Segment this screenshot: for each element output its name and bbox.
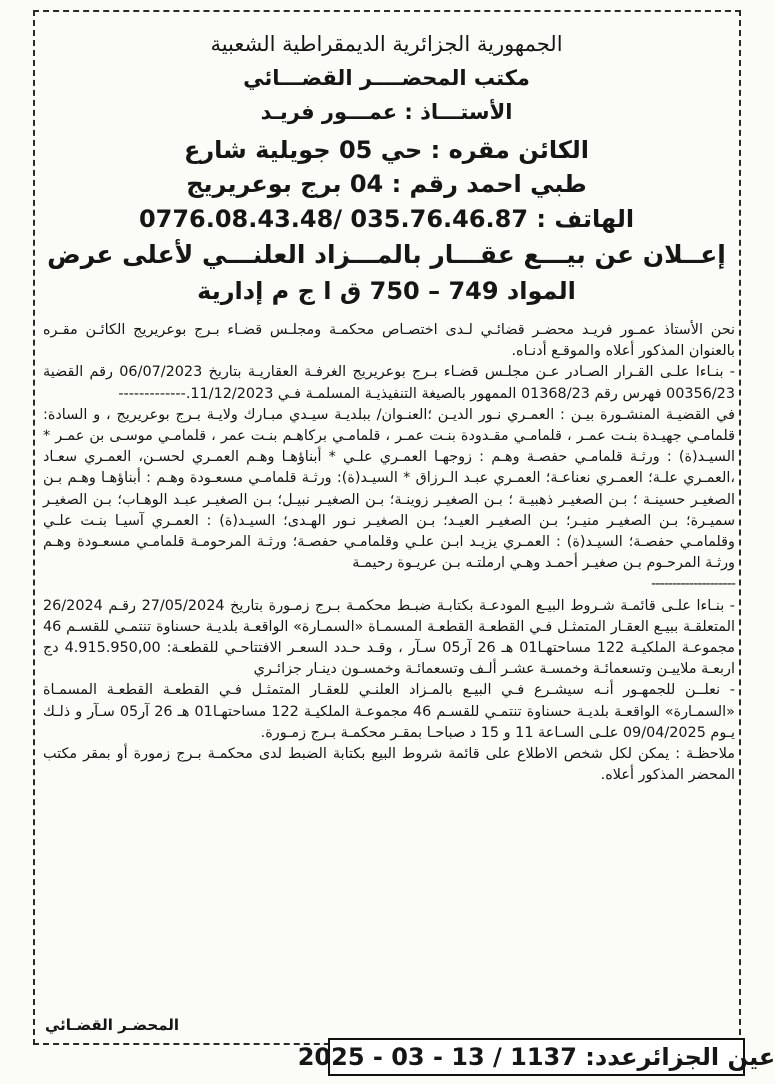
address-line-2: طبي احمد رقم : 04 برج بوعريريج bbox=[186, 170, 587, 198]
section-separator: -------------------- bbox=[651, 576, 735, 593]
legal-articles: المواد 749 – 750 ق ا ج م إدارية bbox=[197, 277, 576, 305]
announcement-body bbox=[43, 320, 735, 786]
address-line-1: الكائن مقره : حي 05 جويلية شارع bbox=[183, 136, 590, 164]
republic-title: الجمهورية الجزائرية الديمقراطية الشعبية bbox=[210, 32, 563, 56]
office-name: مكتب المحضــــر القضـــائي bbox=[243, 66, 530, 90]
parties-paragraph: في القضيـة المنشـورة بيـن : العمـري نـور الديـن ؛العنـوان/ ببلديـة سيـدي مبـارك ولايـة بـرج بوعريريج ، و السادة: قلمامـي جهيـدة بنـت عمـر ، قلمامـي مقـدودة بنـت عمـر ، قلمامـي بركاهـم بنـت عمر ، قلمامـي موسـى بن عمـر * السيـد(ة) : ورثـة قلمامـي حفصـة وهـم : زوجهـا العمـري علـي * أبناؤهـا وهـم العمـري لحسـن، العمـري سعـاد ،العمـري علـة؛ العمـري نعناعـة؛ العمـري عبـد الـرزاق * السيـد(ة): ورثـة قلمامـي مسعـودة وهـم : أبناؤهـا وهـم بـن الصغيـر حسينـة ؛ بـن الصغيـر ذهبيـة ؛ بـن الصغيـر زوينـة؛ بـن الصغيـر نبيـل؛ بـن الصغيـر عبـد الوهـاب؛ بـن الصغيـر سميـرة؛ بـن الصغيـر منيـر؛ بـن الصغيـر العيـد؛ بـن الصغيـر نـور الهـدى؛ السيـد(ة) : العمـري آسيـا بنـت علـي وقلمامـي حفصـة؛ السيـد(ة) : العمـري يزيـد ابـن علـي وقلمامـي حفصـة؛ ورثـة المرحومـة قلمامـي مسعـودة وهـم ورثـة المرحـوم بـن صغيـر أحمـد وهـي ارملتـه بـن عريـوة رحيمـة bbox=[43, 406, 735, 572]
bailiff-signature: المحضـر القضـائي bbox=[45, 1016, 180, 1034]
note-paragraph: ملاحظـة : يمكن لكل شخص الاطلاع على قائمة شروط البيع بكتابة الضبط لدى محكمـة بـرج زمورة أو بمقر مكتب المحضر المذكور أعلاه. bbox=[43, 746, 735, 784]
sale-conditions-paragraph: - بنـاءا علـى قائمـة شـروط البيـع المودعـة بكتابـة ضبـط محكمـة بـرج زمـورة بتاريخ 27/05/2024 رقـم 26/2024 المتعلقـة ببيـع العقـار المتمثـل فـي القطعـة القطعـة المسمـاة «السمـارة» الواقعـة بلديـة حسناوة تنتمـي للقسـم 46 مجموعـة الملكيـة 122 مساحتهـا01 هـ 26 آر05 سـآر ، وقـد حـدد السعـر الافتتاحـي للقطعـة: 4.915.950,00 دج اربعـة ملاييـن وتسعمائـة وخمسـة عشـر ألـف وتسعمائـة وخمسـون دينـار جزائـري bbox=[43, 597, 735, 678]
phone-numbers: الهاتف : 035.76.46.87 /0776.08.43.48 bbox=[138, 205, 635, 233]
intro-paragraph: نحن الأستاذ عمـور فريـد محضـر قضائـي لـدى اختصـاص محكمـة ومجلـس قضـاء بـرج بوعريريج الكائـن مقـره بالعنوان المذكور أعلاه والموقـع أدنـاه. bbox=[43, 322, 735, 360]
auction-notice-paragraph: - نعلــن للجمهـور أنـه سيشـرع فـي البيـع بالمـزاد العلنـي للعقـار المتمثـل فـي القطعـة القطعـة المسمـاة «السمـارة» الواقعـة بلديـة حسناوة تنتمـي للقسـم 46 مجموعـة الملكيـة 122 مساحتهـا01 هـ 26 آر05 سـآر و ذلـك يـوم 09/04/2025 علـى السـاعة 11 و 15 د صباحـا بمقـر محكمـة بـرج زمـورة. bbox=[43, 682, 735, 741]
announcement-title: إعــلان عن بيـــع عقـــار بالمـــزاد العلنـــي لأعلى عرض bbox=[47, 240, 726, 269]
bailiff-name: الأستـــاذ : عمـــور فريـد bbox=[260, 100, 513, 124]
court-decision-paragraph: - بنـاءا علـى القـرار الصـادر عـن مجلـس قضـاء بـرج بوعريريج الغرفـة العقاريـة بتاريخ 06/07/2023 رقم القضية 00356/23 فهرس رقم 01368/23 الممهور بالصيغة التنفيذيـة المسلمـة فـي 11/12/2023.------------- bbox=[43, 364, 735, 402]
issue-stamp: عين الجزائرعدد: 1137 / 13 - 03 - 2025 bbox=[328, 1038, 745, 1076]
